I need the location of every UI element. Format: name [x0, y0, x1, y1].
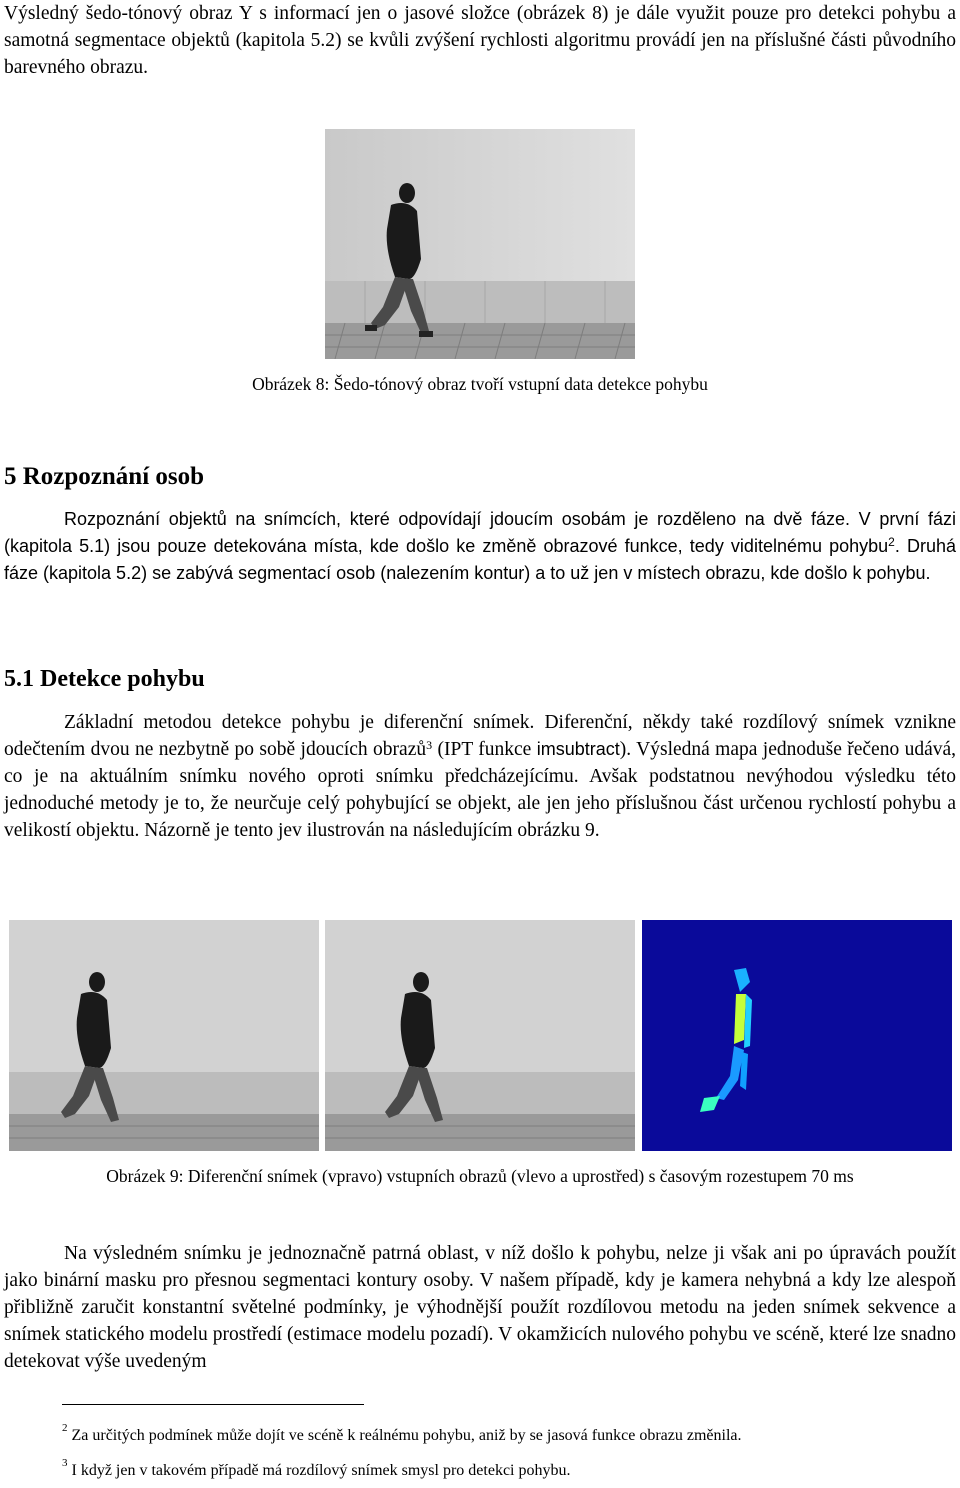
figure-9-middle-image [325, 920, 635, 1151]
footnote-separator [62, 1404, 364, 1405]
section-5-heading: 5 Rozpoznání osob [4, 463, 205, 490]
section-5-1-heading: 5.1 Detekce pohybu [4, 666, 205, 692]
footnote-3-text: I když jen v takovém případě má rozdílový snímek smysl pro detekci pohybu. [71, 1462, 571, 1479]
section-5-1-paragraph [4, 709, 956, 844]
footnote-3-number: 3 [62, 1457, 68, 1469]
footnote-2 [62, 1422, 742, 1445]
section-5-text-b: . Druhá fáze (kapitola 5.2) se zabývá segmentací osob (nalezením kontur) a to už jen v místech obrazu, kde došlo k pohybu. [4, 536, 956, 583]
footnote-2-text: Za určitých podmínek může dojít ve scéně k reálnému pohybu, aniž by se jasová funkce obrazu změnila. [71, 1427, 742, 1444]
footnote-ref-2[interactable]: 2 [888, 535, 895, 549]
figure-9-left-image [9, 920, 319, 1151]
section-5-1-text-c: ). Výsledná mapa jednoduše řečeno udává, co je na aktuálním snímku nového oproti snímku předcházejícímu. Avšak podstatnou nevýhodou výsledku této jednoduché metody je to, že neurčuje celý pohybující se objekt, ale jen jeho příslušnou část určenou rychlostí pohybu a velikostí objektu. Názorně je tento jev ilustrován na následujícím obrázku 9. [4, 739, 957, 841]
footnote-3 [62, 1457, 571, 1480]
section-5-paragraph [4, 506, 956, 587]
section-5-text-a: Rozpoznání objektů na snímcích, které odpovídají jdoucím osobám je rozděleno na dvě fáze. V první fázi (kapitola 5.1) jsou pouze detekována místa, kde došlo ke změně obrazové funkce, tedy viditelnému pohybu [4, 509, 956, 556]
footnote-2-number: 2 [62, 1422, 68, 1434]
closing-paragraph: Na výsledném snímku je jednoznačně patrná oblast, v níž došlo k pohybu, nelze ji však ani po úpravách použít jako binární masku pro přesnou segmentaci kontury osoby. V našem případě, kdy je kamera nehybná a kdy lze alespoň přibližně zaručit konstantní světelné podmínky, je výhodnější použít rozdílovou metodu na jeden snímek sekvence a snímek statického modelu prostředí (estimace modelu pozadí). V okamžicích nulového pohybu ve scéně, které lze snadno detekovat výše uvedeným [4, 1243, 956, 1372]
footnote-ref-3[interactable]: 3 [426, 738, 433, 752]
section-5-1-text-b: (IPT funkce [432, 739, 537, 760]
figure-8-image [325, 129, 635, 359]
figure-9-caption: Obrázek 9: Diferenční snímek (vpravo) vstupních obrazů (vlevo a uprostřed) s časovým rozestupem 70 ms [106, 1166, 854, 1186]
figure-9-right-difference-image [642, 920, 952, 1151]
figure-8-caption: Obrázek 8: Šedo-tónový obraz tvoří vstupní data detekce pohybu [252, 374, 708, 394]
code-imsubtract: imsubtract [536, 739, 620, 759]
section-5-1-text-a: Základní metodou detekce pohybu je diferenční snímek. Diferenční, někdy také rozdílový snímek vznikne odečtením dvou ne nezbytně po sobě jdoucích obrazů [4, 712, 956, 760]
intro-paragraph: Výsledný šedo-tónový obraz Y s informací jen o jasové složce (obrázek 8) je dále využit pouze pro detekci pohybu a samotná segmentace objektů (kapitola 5.2) se kvůli zvýšení rychlosti algoritmu provádí jen na příslušné části původního barevného obrazu. [4, 3, 956, 78]
